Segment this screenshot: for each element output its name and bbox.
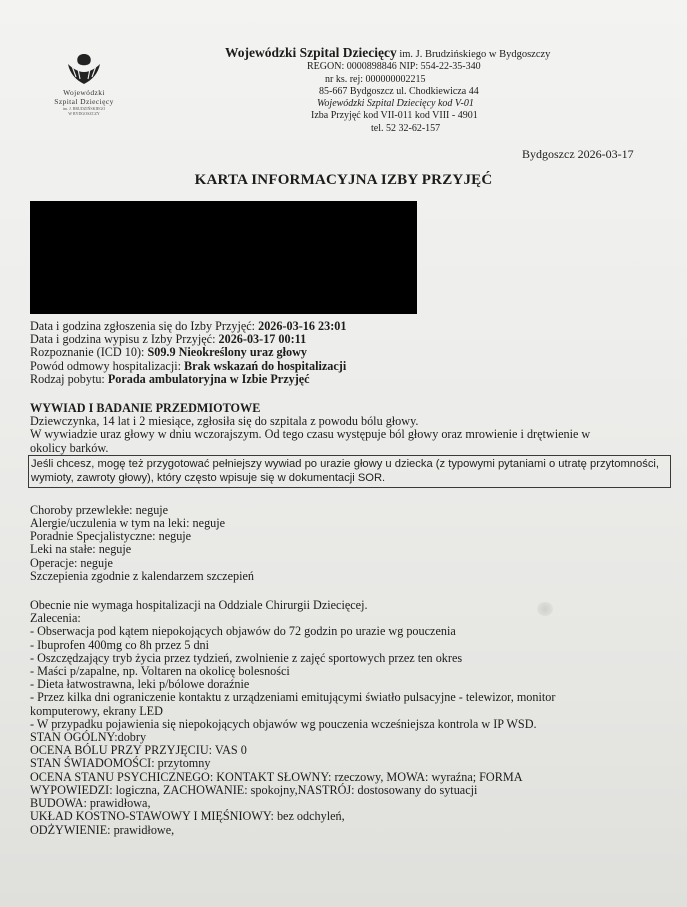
pasted-chat-note: Jeśli chcesz, mogę też przygotować pełniejszy wywiad po urazie głowy u dziecka (z typowymi pytaniami o utratę przytomności, wymioty, zawroty głowy), który często wpisuje się w dokumentacji SOR. (28, 455, 671, 488)
history-line: Leki na stałe: neguje (30, 542, 132, 557)
hands-child-icon (62, 50, 106, 86)
discharge-datetime: Data i godzina wypisu z Izby Przyjęć: 2026-03-17 00:11 (30, 332, 307, 347)
history-line: Szczepienia zgodnie z kalendarzem szczepień (30, 568, 254, 583)
logo-small-line2: W BYDGOSZCZY (68, 111, 100, 116)
status-line: STAN ŚWIADOMOŚCI: przytomny (30, 756, 211, 771)
hospitalization-refusal: Powód odmowy hospitalizacji: Brak wskazań do hospitalizacji (30, 358, 347, 373)
status-line: STAN OGÓLNY:dobry (30, 730, 147, 745)
status-line: UKŁAD KOSTNO-STAWOWY I MIĘŚNIOWY: bez odchyleń, (30, 809, 345, 824)
hospital-phone: tel. 52 32-62-157 (371, 122, 441, 134)
stay-type: Rodzaj pobytu: Porada ambulatoryjna w Izbie Przyjęć (30, 371, 310, 386)
registry-number: nr ks. rej: 000000002215 (325, 73, 426, 85)
recommendation-item: - Dieta łatwostrawna, leki p/bólowe doraźnie (30, 677, 250, 692)
history-line: Operacje: neguje (30, 555, 113, 570)
recommendation-item: - Oszczędzający tryb życia przez tydzień, zwolnienie z zajęć sportowych przez ten okres (30, 650, 463, 665)
status-line: ODŻYWIENIE: prawidłowe, (30, 822, 175, 837)
izba-code: Izba Przyjęć kod VII-011 kod VIII - 4901 (311, 110, 478, 122)
regon-nip: REGON: 0000898846 NIP: 554-22-35-340 (307, 61, 481, 73)
arrival-datetime: Data i godzina zgłoszenia się do Izby Przyjęć: 2026-03-16 23:01 (30, 319, 347, 333)
logo-small-line1: im. J. BRUDZIŃSKIEGO (62, 106, 106, 111)
hospital-code: Wojewódzki Szpital Dziecięcy kod V-01 (317, 98, 474, 110)
recommendation-item: - Maści p/zapalne, np. Voltaren na okolicę bolesności (30, 664, 290, 679)
hospital-address: 85-667 Bydgoszcz ul. Chodkiewicza 44 (319, 85, 479, 97)
redacted-patient-info (30, 201, 417, 314)
status-line: WYPOWIEDZI: logiczna, ZACHOWANIE: spokojny,NASTRÓJ: dostosowany do sytuacji (30, 782, 478, 797)
recommendation-item: - Obserwacja pod kątem niepokojących objawów do 72 godzin po urazie wg pouczenia (30, 624, 456, 639)
logo-text-line2: Szpital Dziecięcy (54, 97, 114, 106)
status-line: BUDOWA: prawidłowa, (30, 796, 151, 811)
history-line: Poradnie Specjalistyczne: neguje (30, 529, 192, 544)
document-body (30, 320, 670, 837)
recommendations-label: Zalecenia: (30, 611, 81, 626)
logo-text-line1: Wojewódzki (63, 88, 105, 97)
hospital-name: Wojewódzki Szpital Dziecięcy im. J. Brudzińskiego w Bydgoszczy (225, 45, 551, 60)
document-date: Bydgoszcz 2026-03-17 (522, 147, 634, 161)
diagnosis: Rozpoznanie (ICD 10): S09.9 Nieokreślony uraz głowy (30, 345, 308, 360)
interview-heading: WYWIAD I BADANIE PRZEDMIOTOWE (30, 401, 261, 416)
status-line: OCENA BÓLU PRZY PRZYJĘCIU: VAS 0 (30, 743, 247, 758)
recommendation-item: - Ibuprofen 400mg co 8h przez 5 dni (30, 637, 210, 652)
history-line: Alergie/uczulenia w tym na leki: neguje (30, 516, 226, 531)
interview-line: W wywiadzie uraz głowy w dniu wczorajszym. Od tego czasu występuje ból głowy oraz mrowienie i drętwienie w (30, 427, 591, 442)
interview-line: Dziewczynka, 14 lat i 2 miesiące, zgłosiła się do szpitala z powodu bólu głowy. (30, 414, 419, 429)
recommendation-intro: Obecnie nie wymaga hospitalizacji na Oddziale Chirurgii Dziecięcej. (30, 598, 368, 613)
history-line: Choroby przewlekłe: neguje (30, 502, 169, 517)
hospital-logo (34, 50, 134, 116)
recommendation-item: - W przypadku pojawienia się niepokojących objawów wg pouczenia wcześniejsza kontrola w IP WSD. (30, 716, 537, 731)
recommendation-item: komputerowy, ekrany LED (30, 703, 163, 718)
interview-line: okolicy barków. (30, 440, 109, 455)
document-title: KARTA INFORMACYJNA IZBY PRZYJĘĆ (194, 172, 493, 188)
hospital-header (225, 47, 645, 135)
recommendation-item: - Przez kilka dni ograniczenie kontaktu z urządzeniami emitującymi światło pulsacyjne - telewizor, monitor (30, 690, 556, 705)
status-line: OCENA STANU PSYCHICZNEGO: KONTAKT SŁOWNY: rzeczowy, MOWA: wyraźna; FORMA (30, 769, 523, 784)
paper-stain (537, 602, 553, 616)
